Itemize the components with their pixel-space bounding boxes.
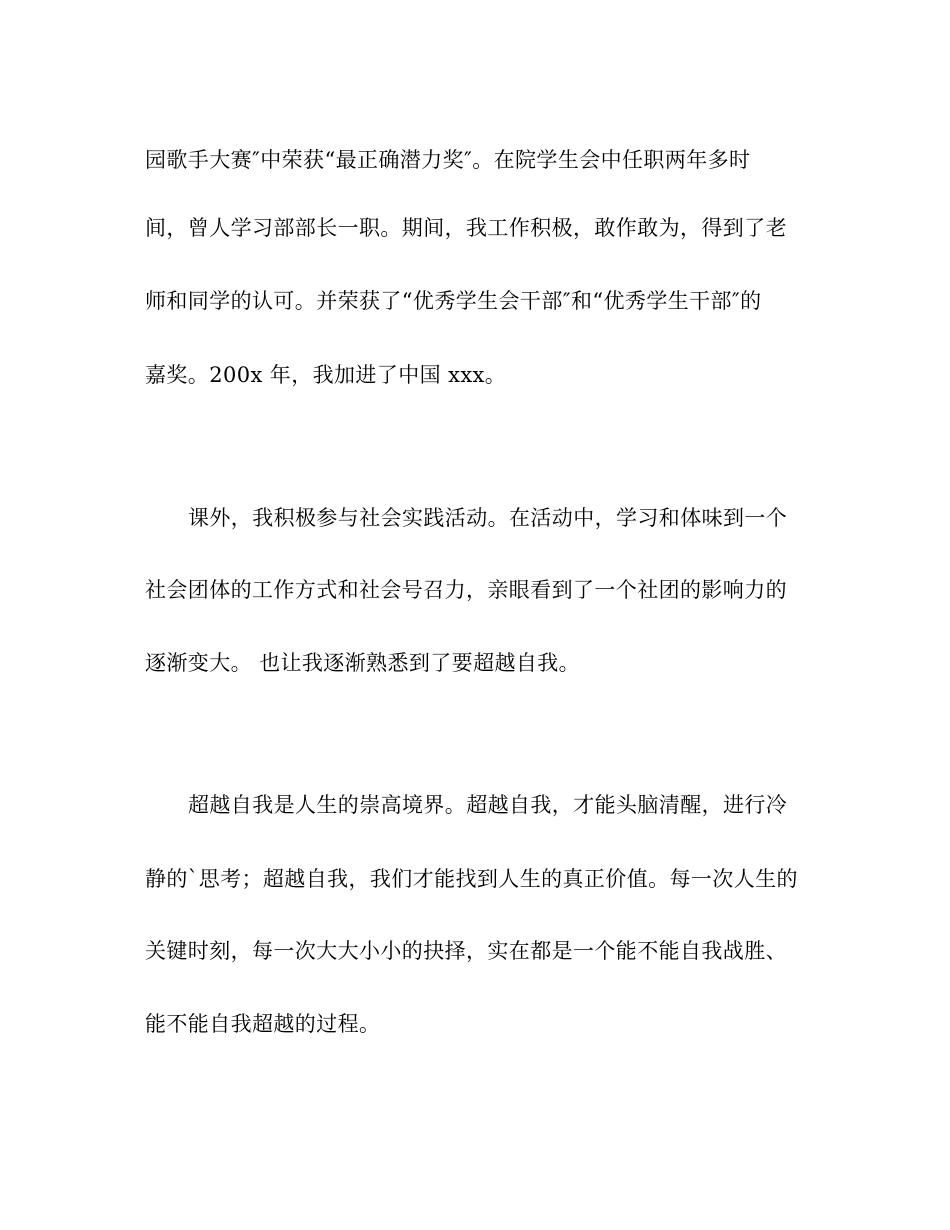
- paragraph-line: 园歌手大赛″中荣获“最正确潜力奖″。在院学生会中任职两年多时: [145, 148, 751, 172]
- paragraph-line: 超越自我是人生的崇高境界。超越自我，才能头脑清醒，进行冷: [188, 793, 788, 817]
- paragraph-line: 嘉奖。200x 年，我加进了中国 xxx。: [145, 363, 507, 387]
- paragraph-line: 社会团体的工作方式和社会号召力，亲眼看到了一个社团的影响力的: [145, 578, 787, 602]
- paragraph-line: 静的`思考；超越自我，我们才能找到人生的真正价值。每一次人生的: [145, 867, 798, 891]
- paragraph-line: 关键时刻，每一次大大小小的抉择，实在都是一个能不能自我战胜、: [145, 939, 787, 963]
- paragraph-line: 间，曾人学习部部长一职。期间，我工作积极，敢作敢为，得到了老: [145, 216, 787, 240]
- paragraph-line: 师和同学的认可。并荣获了“优秀学生会干部″和“优秀学生干部″的: [145, 289, 762, 313]
- paragraph-line: 课外，我积极参与社会实践活动。在活动中，学习和体味到一个: [188, 506, 788, 530]
- paragraph-line: 能不能自我超越的过程。: [145, 1012, 381, 1036]
- paragraph-line: 逐渐变大。 也让我逐渐熟悉到了要超越自我。: [145, 651, 581, 675]
